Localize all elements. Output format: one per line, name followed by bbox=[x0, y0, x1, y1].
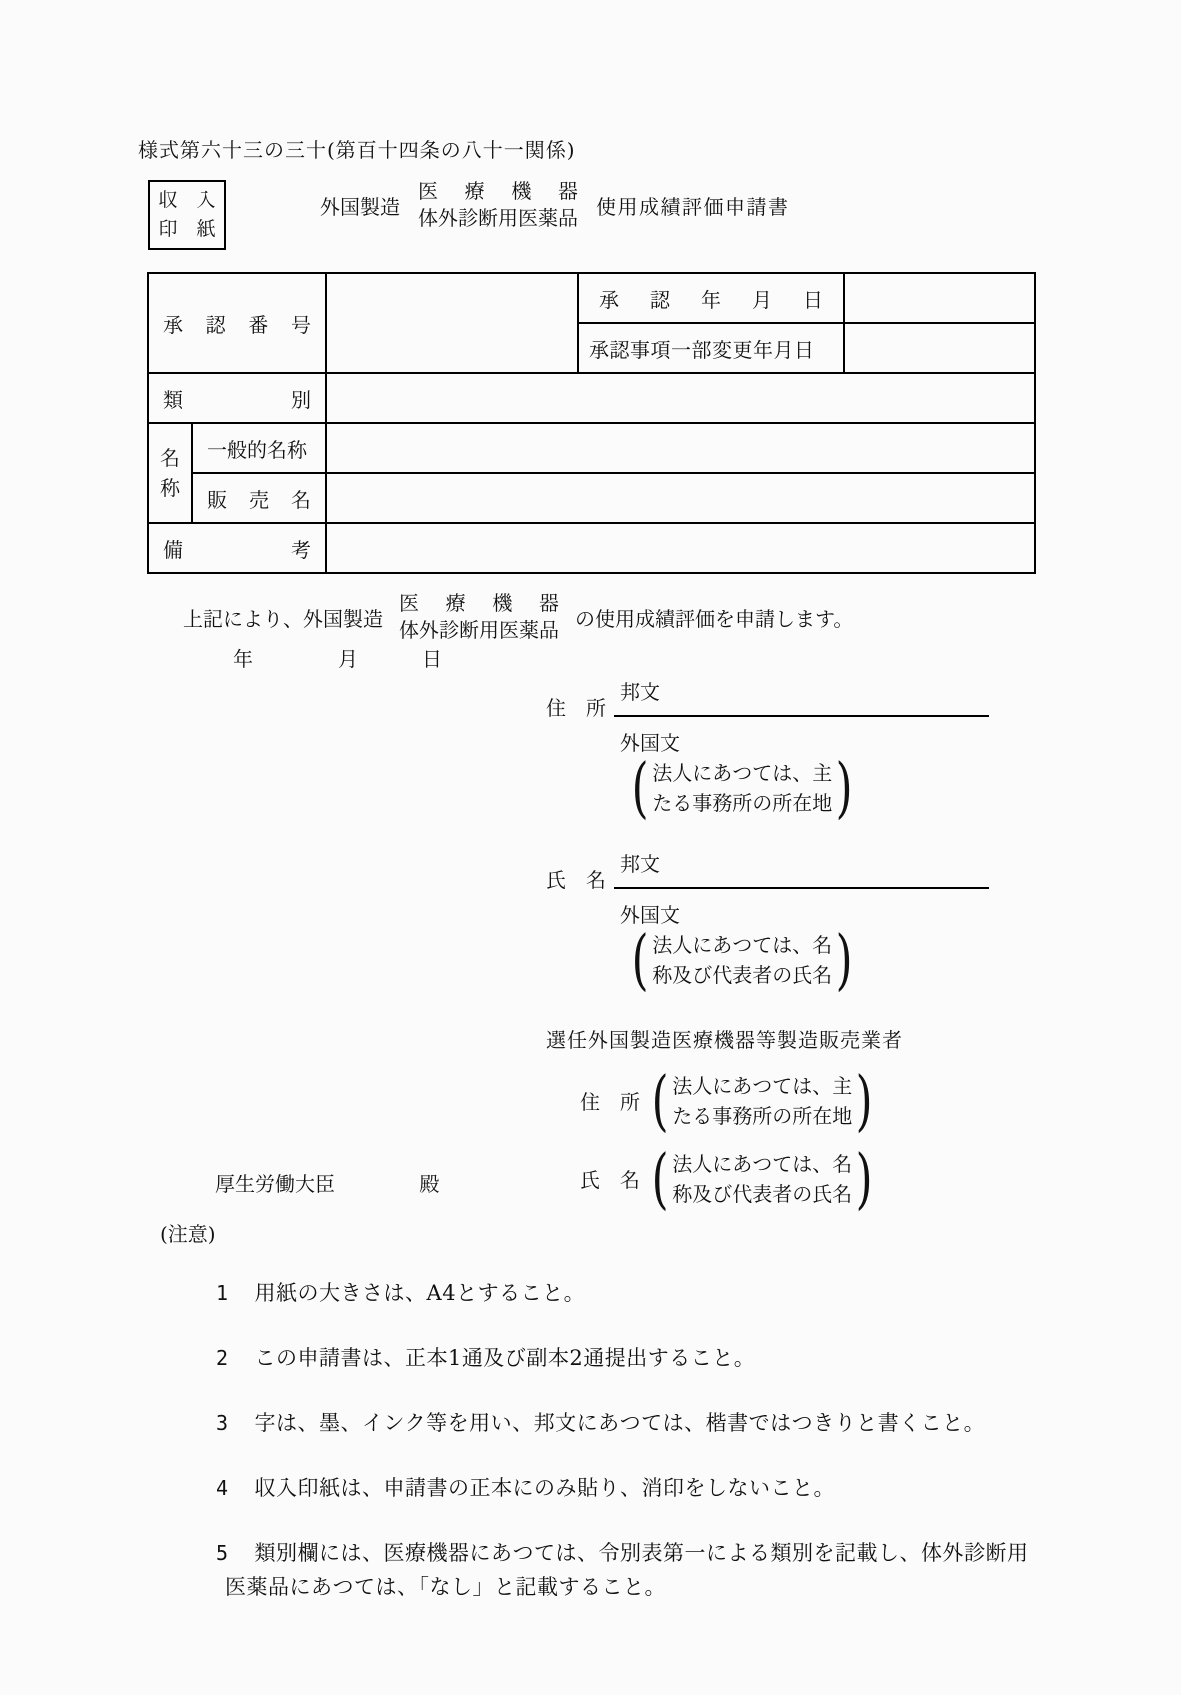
revenue-stamp-line1: 収 入 bbox=[158, 189, 216, 211]
marketer-address-note-line1: 法人にあつては、主 bbox=[672, 1074, 853, 1098]
applicant-block bbox=[546, 676, 1026, 1217]
marketer-name-field bbox=[580, 1140, 1026, 1217]
marketer-name-label: 氏 名 bbox=[580, 1167, 640, 1192]
foreign-script-label: 外国文 bbox=[620, 731, 680, 755]
designated-marketer-heading: 選任外国製造医療機器等製造販売業者 bbox=[546, 1028, 903, 1052]
list-item bbox=[216, 1406, 1034, 1440]
table-row bbox=[148, 423, 1035, 473]
category-label: 類別 bbox=[148, 373, 326, 423]
revenue-stamp-box bbox=[148, 180, 226, 250]
approval-number-label: 承認番号 bbox=[148, 273, 326, 373]
marketer-address-field bbox=[580, 1062, 1026, 1139]
left-paren-glyph: ( bbox=[651, 1140, 669, 1217]
right-paren-glyph: ) bbox=[835, 921, 853, 998]
title-suffix: 使用成績評価申請書 bbox=[596, 194, 790, 219]
name-section-char-2: 称 bbox=[160, 476, 180, 500]
marketer-corporate-name-note bbox=[648, 1140, 876, 1217]
list-item bbox=[216, 1536, 1034, 1604]
note-text: 類別欄には、医療機器にあつては、令別表第一による類別を記載し、体外診断用医薬品にあつては、「なし」と記載すること。 bbox=[225, 1541, 1029, 1599]
document-title bbox=[320, 178, 790, 232]
note-text: 用紙の大きさは、A4とすること。 bbox=[254, 1281, 586, 1305]
application-date-line: 年 月 日 bbox=[233, 647, 443, 671]
generic-name-value-cell bbox=[326, 423, 1035, 473]
applicant-address-japanese-line bbox=[614, 676, 989, 717]
marketer-name-note-line1: 法人にあつては、名 bbox=[672, 1152, 853, 1176]
foreign-script-label: 外国文 bbox=[620, 903, 680, 927]
table-row bbox=[148, 523, 1035, 573]
name-section-char-1: 名 bbox=[160, 446, 180, 470]
table-row bbox=[148, 473, 1035, 523]
right-paren-glyph: ) bbox=[835, 749, 853, 826]
application-ivd: 体外診断用医薬品 bbox=[399, 618, 559, 642]
left-paren-glyph: ( bbox=[651, 1062, 669, 1139]
corporate-address-note-line1: 法人にあつては、主 bbox=[652, 761, 833, 785]
generic-name-label: 一般的名称 bbox=[192, 423, 326, 473]
revenue-stamp-line2: 印 紙 bbox=[158, 218, 216, 240]
approval-table bbox=[147, 272, 1036, 574]
note-text: この申請書は、正本1通及び副本2通提出すること。 bbox=[254, 1346, 756, 1370]
japanese-script-label: 邦文 bbox=[620, 852, 660, 876]
minister-line bbox=[215, 1168, 439, 1197]
minister-label: 厚生労働大臣 bbox=[215, 1172, 335, 1196]
application-medical-device: 医療機器 bbox=[399, 591, 559, 615]
category-value-cell bbox=[326, 373, 1035, 423]
form-number-line: 様式第六十三の三十(第百十四条の八十一関係) bbox=[138, 138, 576, 162]
partial-change-date-value-cell bbox=[844, 323, 1035, 373]
corporate-address-note-line2: たる事務所の所在地 bbox=[652, 791, 833, 815]
list-item bbox=[216, 1471, 1034, 1505]
partial-change-date-label: 承認事項一部変更年月日 bbox=[578, 323, 844, 373]
table-row bbox=[148, 373, 1035, 423]
brand-name-value-cell bbox=[326, 473, 1035, 523]
marketer-address-label: 住 所 bbox=[580, 1089, 640, 1114]
approval-date-value-cell bbox=[844, 273, 1035, 323]
corporate-name-note bbox=[628, 921, 856, 998]
marketer-name-note-line2: 称及び代表者の氏名 bbox=[672, 1182, 853, 1206]
marketer-address-note-line2: たる事務所の所在地 bbox=[672, 1104, 853, 1128]
note-number: 5 bbox=[216, 1541, 229, 1565]
applicant-name-field bbox=[546, 848, 1026, 998]
corporate-name-note-line1: 法人にあつては、名 bbox=[652, 933, 833, 957]
approval-date-label: 承認年月日 bbox=[578, 273, 844, 323]
applicant-name-japanese-line bbox=[614, 848, 989, 889]
remarks-label: 備考 bbox=[148, 523, 326, 573]
note-number: 1 bbox=[216, 1281, 229, 1305]
title-medical-device: 医療機器 bbox=[418, 179, 578, 203]
brand-name-label: 販売名 bbox=[192, 473, 326, 523]
list-item bbox=[216, 1341, 1034, 1375]
list-item bbox=[216, 1276, 1034, 1310]
remarks-value-cell bbox=[326, 523, 1035, 573]
application-device-or-ivd-stack bbox=[399, 590, 559, 644]
corporate-name-note-line2: 称及び代表者の氏名 bbox=[652, 963, 833, 987]
note-number: 4 bbox=[216, 1476, 229, 1500]
note-text: 収入印紙は、申請書の正本にのみ貼り、消印をしないこと。 bbox=[254, 1476, 836, 1500]
notes-heading: (注意) bbox=[160, 1222, 216, 1246]
applicant-address-label: 住 所 bbox=[546, 696, 606, 720]
title-ivd: 体外診断用医薬品 bbox=[418, 206, 578, 230]
title-device-or-ivd-stack bbox=[418, 178, 578, 232]
left-paren-glyph: ( bbox=[631, 921, 649, 998]
approval-number-value-cell bbox=[326, 273, 578, 373]
right-paren-glyph: ) bbox=[855, 1140, 873, 1217]
japanese-script-label: 邦文 bbox=[620, 680, 660, 704]
applicant-name-label: 氏 名 bbox=[546, 868, 606, 892]
corporate-address-note bbox=[628, 749, 856, 826]
applicant-address-field bbox=[546, 676, 1026, 826]
notes-list bbox=[216, 1276, 1034, 1635]
left-paren-glyph: ( bbox=[631, 749, 649, 826]
note-number: 2 bbox=[216, 1346, 229, 1370]
note-text: 字は、墨、インク等を用い、邦文にあつては、楷書ではつきりと書くこと。 bbox=[254, 1411, 986, 1435]
name-section-label bbox=[148, 423, 192, 523]
application-sentence bbox=[183, 590, 853, 644]
marketer-corporate-address-note bbox=[648, 1062, 876, 1139]
application-sentence-prefix: 上記により、外国製造 bbox=[183, 606, 383, 631]
title-prefix: 外国製造 bbox=[320, 194, 400, 219]
dono-label: 殿 bbox=[419, 1172, 440, 1196]
table-row bbox=[148, 273, 1035, 323]
right-paren-glyph: ) bbox=[855, 1062, 873, 1139]
application-sentence-suffix: の使用成績評価を申請します。 bbox=[575, 606, 854, 631]
note-number: 3 bbox=[216, 1411, 229, 1435]
